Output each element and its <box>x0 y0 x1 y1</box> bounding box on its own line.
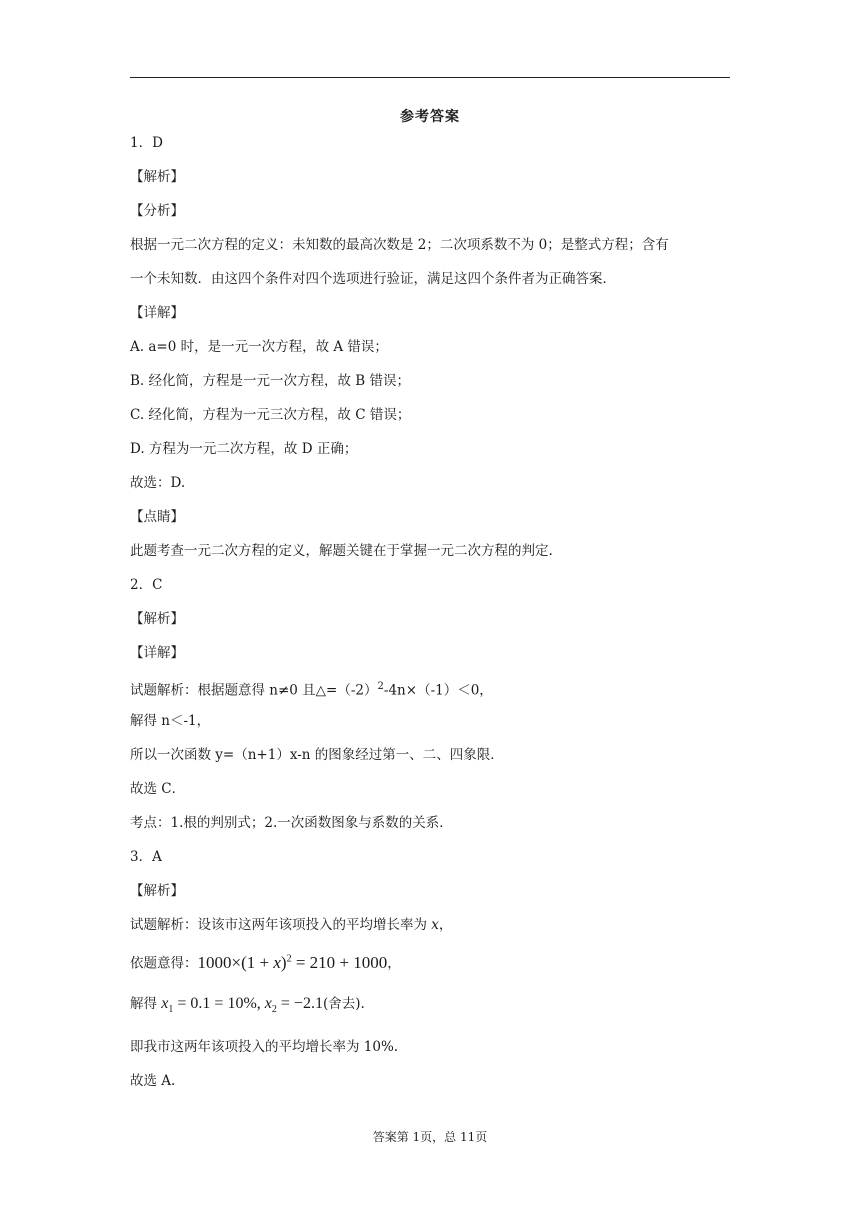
q3-jiexi-heading: 【解析】 <box>130 883 184 899</box>
q1-fenxi-heading: 【分析】 <box>130 203 184 219</box>
q3-solution-line: 解得 $x_1 = 0.1 = 10\%$, $x_2 = -2.1$(舍去). <box>130 995 365 1016</box>
q1-option-b: B. 经化简，方程是一元一次方程，故 B 错误； <box>130 373 411 389</box>
q2-line-1: 试题解析：根据题意得 n≠0 且$\triangle=(-2)^2-4n\times(-1)<0$， <box>130 681 493 699</box>
q3-choice: 故选 A. <box>130 1073 176 1089</box>
q3-solution: $x_1 = 0.1 = 10\%$, $x_2 = -2.1$ <box>161 995 323 1016</box>
q2-kaodian: 考点：1.根的判别式；2.一次函数图象与系数的关系． <box>130 815 453 831</box>
q1-option-d: D. 方程为一元二次方程，故 D 正确； <box>130 441 358 457</box>
q2-choice: 故选 C． <box>130 781 186 797</box>
q2-xiangjie-heading: 【详解】 <box>130 645 184 661</box>
q1-option-c: C. 经化简，方程为一元三次方程，故 C 错误； <box>130 407 411 423</box>
q1-analysis-line-2: 一个未知数．由这四个条件对四个选项进行验证，满足这四个条件者为正确答案． <box>130 271 616 287</box>
q2-answer: 2．C <box>130 577 163 593</box>
q3-line-4: 即我市这两年该项投入的平均增长率为 10%. <box>130 1039 399 1055</box>
q1-jiexi-heading: 【解析】 <box>130 169 184 185</box>
q1-xiangjie-heading: 【详解】 <box>130 305 184 321</box>
q2-line-3: 所以一次函数 y=（n+1）x-n 的图象经过第一、二、四象限． <box>130 747 504 763</box>
header-rule <box>130 77 730 78</box>
q2-line-2: 解得 n＜-1， <box>130 713 211 729</box>
page-footer: 答案第 1页，总 11页 <box>372 1130 488 1144</box>
q3-equation: $1000\times(1 + x)^2 = 210 + 1000$ <box>197 952 388 972</box>
q1-answer: 1．D <box>130 135 163 151</box>
q1-dianjing-heading: 【点睛】 <box>130 509 184 525</box>
q3-answer: 3．A <box>130 849 162 865</box>
q1-analysis-line-1: 根据一元二次方程的定义：未知数的最高次数是 2；二次项系数不为 0；是整式方程；含有 <box>130 237 669 253</box>
q1-choice: 故选：D. <box>130 475 186 491</box>
q3-line-1: 试题解析：设该市这两年该项投入的平均增长率为 x， <box>130 917 453 933</box>
q2-jiexi-heading: 【解析】 <box>130 611 184 627</box>
q1-note: 此题考查一元二次方程的定义，解题关键在于掌握一元二次方程的判定. <box>130 543 553 559</box>
q3-equation-line: 依题意得：$1000\times(1 + x)^2 = 210 + 1000$， <box>130 952 401 972</box>
q1-option-a: A. a=0 时，是一元一次方程，故 A 错误； <box>130 339 388 355</box>
page-title: 参考答案 <box>400 109 460 125</box>
